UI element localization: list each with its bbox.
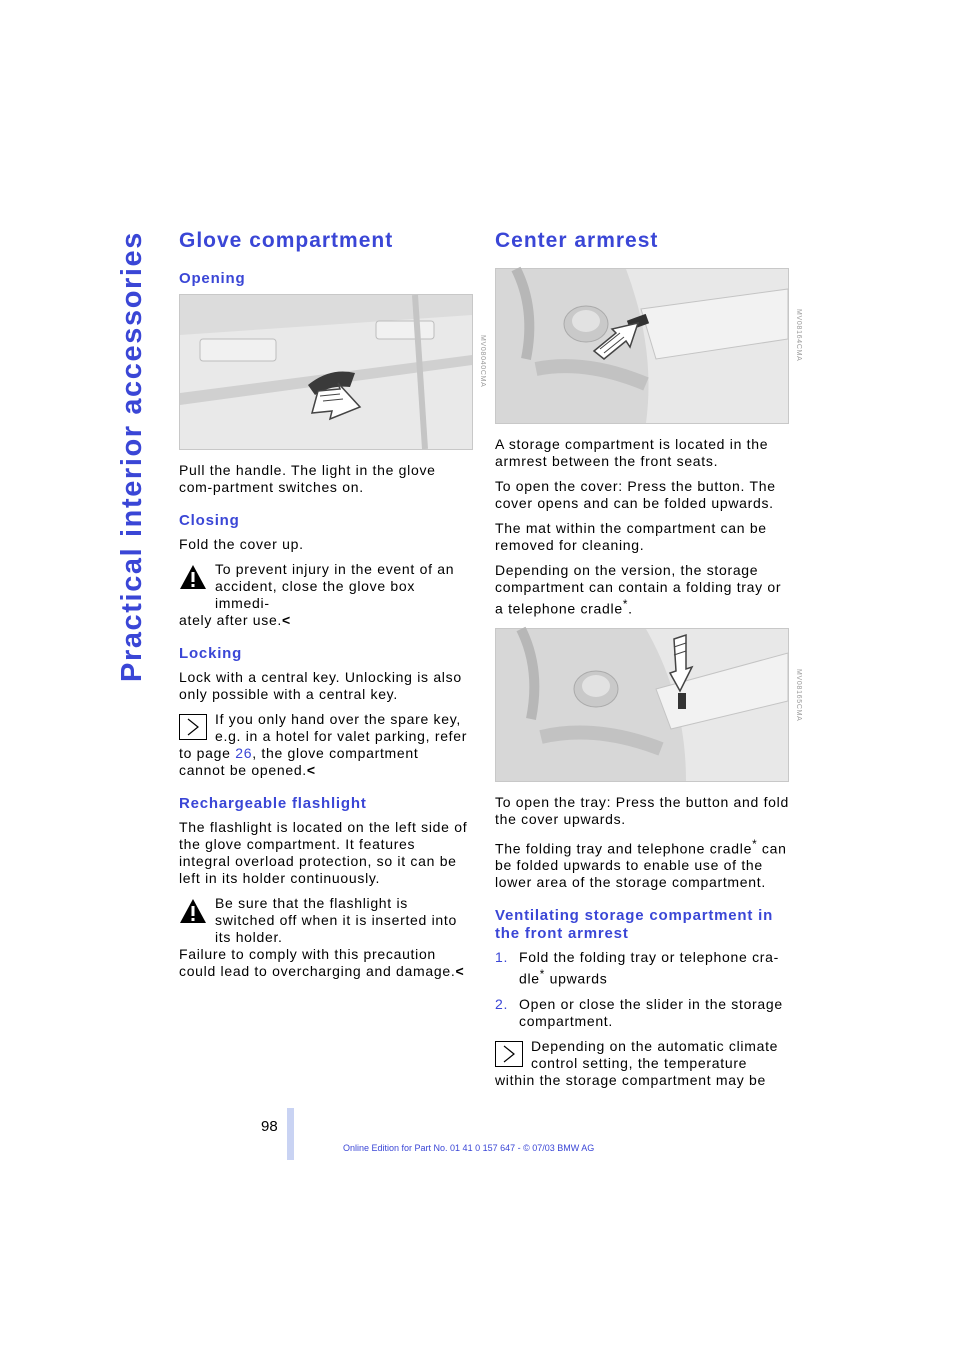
figure-code: MV08040CMA — [479, 335, 486, 388]
glove-compartment-figure — [179, 294, 486, 450]
page-number-bar — [287, 1108, 294, 1160]
page-link[interactable]: 26 — [235, 745, 253, 761]
armrest-p6: The folding tray and telephone cradle* can be folded upwards to enable use of the lower area of the storage compartment. — [495, 837, 787, 891]
flashlight-warning — [179, 895, 469, 980]
locking-note — [179, 711, 469, 779]
end-mark: < — [455, 963, 465, 979]
note-arrow-icon — [179, 714, 207, 740]
opening-heading: Opening — [179, 270, 246, 287]
figure-code: MV08165CMA — [795, 668, 802, 722]
optional-star: * — [622, 598, 629, 611]
ventilating-note-cont: within the storage compartment may be — [495, 1071, 767, 1088]
locking-text: Lock with a central key. Unlocking is also only possible with a central key. — [179, 669, 462, 702]
ventilating-heading: Ventilating storage compartment in the front armrest — [495, 907, 774, 943]
flashlight-heading: Rechargeable flashlight — [179, 795, 367, 812]
warning-triangle-icon — [179, 898, 207, 924]
armrest-tray-figure — [495, 628, 802, 782]
note-arrow-icon — [495, 1041, 523, 1067]
end-mark: < — [282, 612, 291, 628]
flashlight-text: The flashlight is located on the left side of the glove compartment. It features integral overload protection, so it can be left in its holder continuously. — [179, 819, 468, 886]
page-number: 98 — [261, 1118, 278, 1135]
footer-text: Online Edition for Part No. 01 41 0 157 647 - © 07/03 BMW AG — [343, 1143, 595, 1153]
right-column — [495, 226, 802, 1097]
closing-warning-text: To prevent injury in the event of an accident, close the glove box immedi- — [215, 561, 455, 611]
ventilating-note-text: Depending on the automatic climate control setting, the temperature — [531, 1037, 779, 1071]
armrest-p2: To open the cover: Press the button. The cover opens and can be folded upwards. — [495, 478, 776, 511]
closing-warning — [179, 561, 469, 629]
locking-note-cont-post: , the glove compartment cannot be opened. — [179, 745, 419, 778]
opening-text: Pull the handle. The light in the glove com-partment switches on. — [179, 462, 436, 495]
closing-warning-cont: ately after use. — [179, 612, 283, 628]
glove-compartment-title: Glove compartment — [179, 229, 394, 252]
flashlight-warning-text: Be sure that the flashlight is switched off when it is inserted into its holder. — [215, 895, 457, 945]
armrest-p4: Depending on the version, the storage compartment can contain a folding tray or a telephone cradle*. — [495, 562, 782, 617]
warning-triangle-icon — [179, 564, 207, 590]
closing-heading: Closing — [179, 512, 240, 529]
closing-text: Fold the cover up. — [179, 536, 304, 552]
optional-star: * — [539, 968, 546, 982]
armrest-p3: The mat within the compartment can be removed for cleaning. — [495, 520, 767, 553]
list-item: 1. Fold the folding tray or telephone cra-dle* upwards — [495, 949, 779, 987]
list-item: 2. Open or close the slider in the storage compartment. — [495, 995, 783, 1029]
end-mark: < — [306, 762, 316, 778]
ventilating-steps — [495, 949, 790, 1030]
left-column — [179, 226, 486, 988]
center-armrest-title: Center armrest — [495, 229, 659, 252]
sidebar-section-title: Practical interior accessories — [116, 230, 148, 682]
figure-code: MV08164CMA — [795, 309, 802, 362]
locking-note-text: If you only hand over the spare key, e.g. in a hotel for valet parking, refer — [215, 711, 468, 744]
armrest-cover-figure — [495, 268, 802, 424]
ventilating-note — [495, 1038, 790, 1089]
locking-note-cont-pre: to page — [179, 745, 236, 761]
armrest-p1: A storage compartment is located in the armrest between the front seats. — [495, 436, 769, 469]
flashlight-warning-cont: Failure to comply with this precaution could lead to overcharging and damage. — [179, 946, 456, 979]
armrest-p5: To open the tray: Press the button and fold the cover upwards. — [495, 793, 789, 827]
optional-star: * — [752, 837, 758, 851]
locking-heading: Locking — [179, 645, 243, 662]
